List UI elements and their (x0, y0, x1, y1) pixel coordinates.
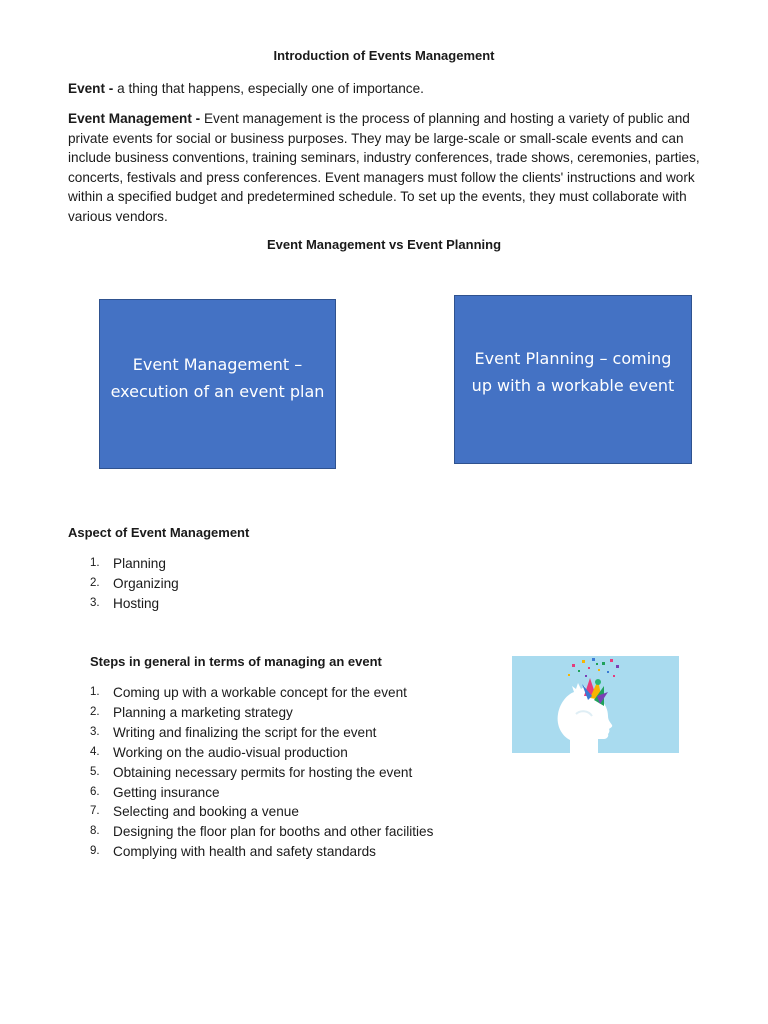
event-term: Event - (68, 81, 118, 96)
page-title: Introduction of Events Management (273, 48, 495, 63)
illustration-graphic (512, 656, 679, 753)
list-item-number: 1. (90, 557, 100, 569)
event-management-box (99, 299, 336, 469)
event-management-term: Event Management - (68, 111, 204, 126)
list-item-number: 4. (90, 745, 100, 758)
list-item (90, 574, 179, 594)
list-item (90, 822, 433, 842)
list-item (90, 594, 179, 614)
list-item (90, 763, 433, 783)
list-item-text: Getting insurance (113, 784, 220, 800)
list-item-number: 8. (90, 825, 100, 838)
list-item-text: Organizing (113, 575, 179, 591)
steps-heading: Steps in general in terms of managing an event (90, 654, 382, 669)
list-item-number: 7. (90, 805, 100, 818)
list-item (90, 783, 433, 803)
steps-list (90, 683, 433, 862)
head-with-colorful-ideas-illustration (512, 656, 679, 753)
list-item-text: Working on the audio-visual production (113, 744, 348, 760)
list-item-text: Complying with health and safety standards (113, 844, 376, 860)
event-definition-text: a thing that happens, especially one of importance. (117, 81, 424, 96)
aspects-heading: Aspect of Event Management (68, 525, 250, 540)
list-item-number: 1. (90, 686, 100, 698)
event-planning-box-line2: up with a workable event (471, 376, 675, 395)
list-item-text: Planning (113, 556, 166, 571)
list-item (90, 723, 433, 743)
list-item-number: 3. (90, 725, 100, 738)
event-definition (68, 79, 718, 99)
comparison-title: Event Management vs Event Planning (266, 237, 502, 252)
event-planning-box-line1: Event Planning – coming (474, 349, 672, 368)
list-item (90, 703, 433, 723)
list-item-text: Hosting (113, 595, 160, 611)
aspects-list (90, 554, 179, 614)
event-management-text: Event management is the process of planning and hosting a variety of public and private events for social or business purposes. They may be large-scale or small-scale events and can include business conventions, training seminars, industry conferences, trade shows, ceremonies, parties, concerts, festivals and press conferences. Event managers must follow the clients' instructions and work within a specified budget and predetermined schedule. To set up the events, they must collaborate with various vendors. (68, 111, 700, 224)
list-item-text: Selecting and booking a venue (113, 804, 299, 820)
event-management-box-line1: Event Management – (132, 355, 303, 374)
event-planning-box (454, 295, 692, 464)
list-item (90, 743, 433, 763)
list-item (90, 842, 433, 862)
list-item-text: Obtaining necessary permits for hosting the event (113, 764, 413, 780)
list-item-number: 3. (90, 596, 100, 609)
list-item-number: 9. (90, 845, 100, 858)
list-item-number: 6. (90, 785, 100, 798)
list-item-number: 2. (90, 705, 100, 718)
list-item-number: 5. (90, 765, 100, 778)
list-item-text: Designing the floor plan for booths and other facilities (113, 824, 434, 840)
list-item-text: Coming up with a workable concept for the event (113, 685, 407, 700)
list-item (90, 554, 179, 574)
list-item-text: Planning a marketing strategy (113, 704, 293, 720)
list-item (90, 802, 433, 822)
event-management-box-line2: execution of an event plan (110, 382, 325, 401)
list-item (90, 683, 433, 703)
list-item-number: 2. (90, 576, 100, 589)
event-management-definition (68, 109, 718, 227)
list-item-text: Writing and finalizing the script for the event (113, 724, 377, 740)
